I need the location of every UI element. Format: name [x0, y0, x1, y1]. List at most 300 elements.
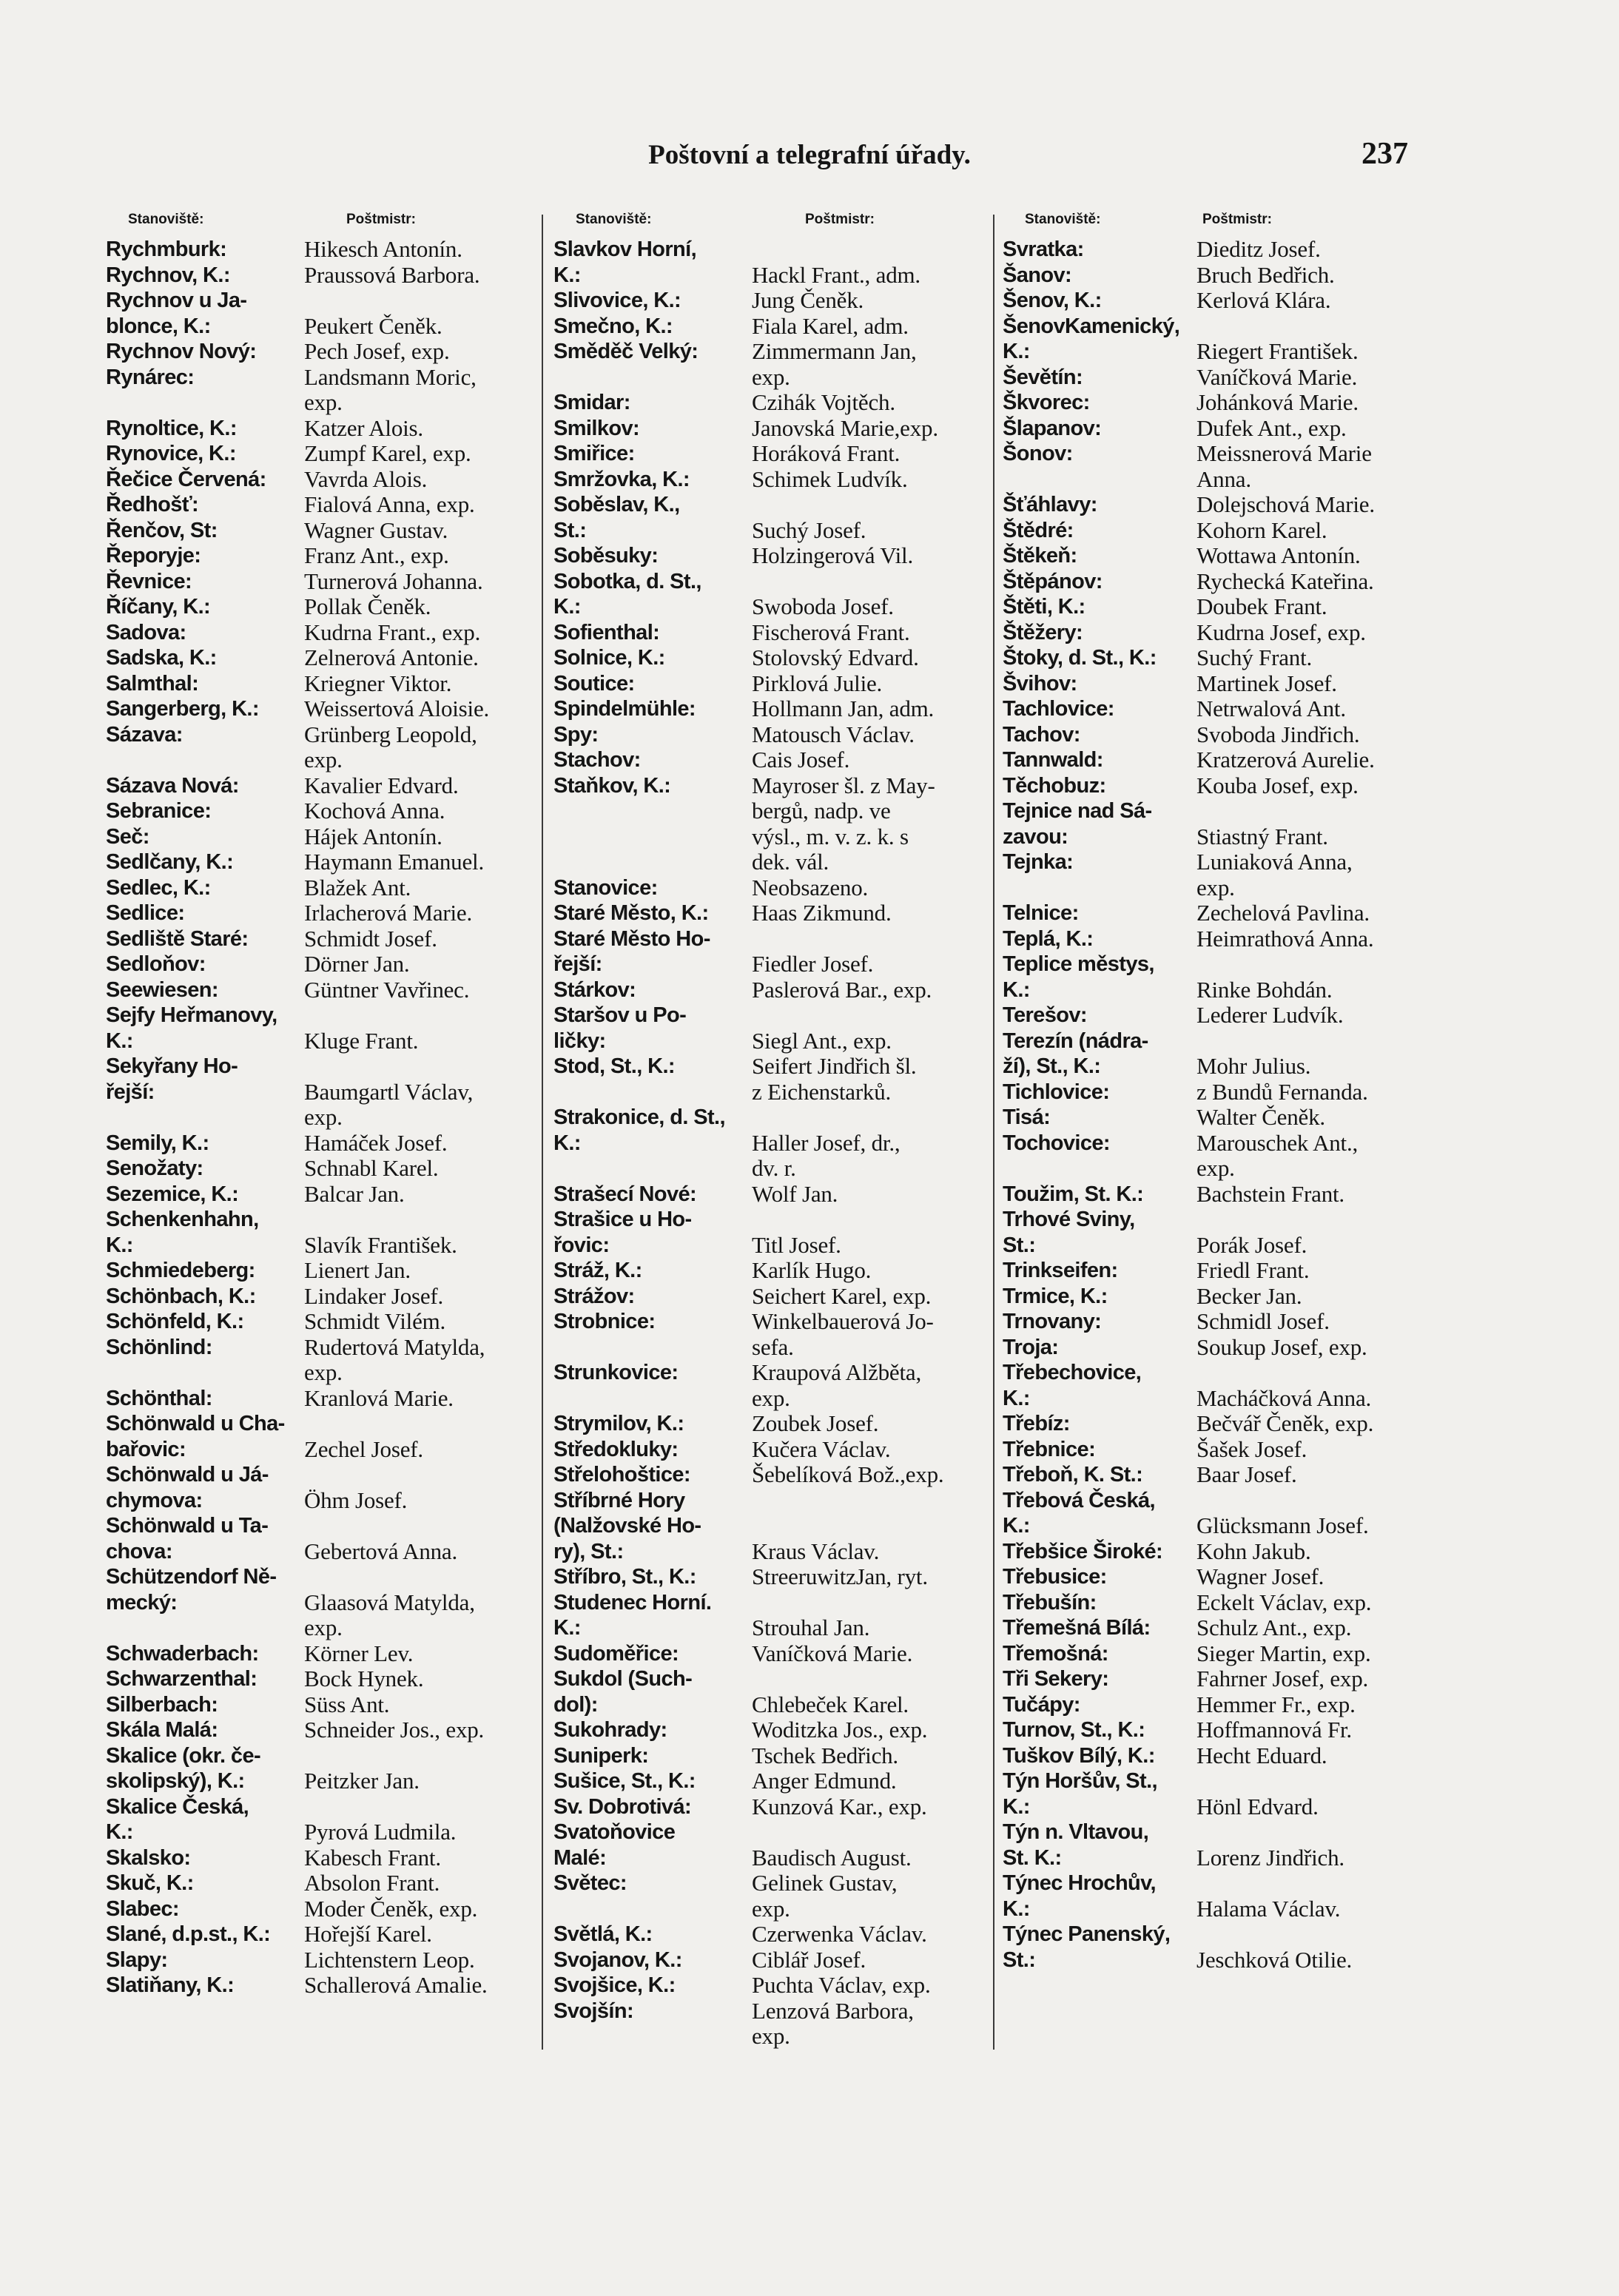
postmaster-name: Schmidt Josef. — [304, 925, 437, 952]
post-office-place: Šonov: — [1003, 442, 1073, 465]
directory-entry — [553, 747, 990, 773]
post-office-place: Staršov u Po- ličky: — [553, 1003, 687, 1053]
post-office-place: Svratka: — [1003, 238, 1084, 261]
directory-entry — [553, 1003, 990, 1054]
post-office-place: Soběslav, K., St.: — [553, 493, 680, 542]
page-number: 237 — [1361, 137, 1408, 171]
post-office-place: Týn Horšův, St., K.: — [1003, 1769, 1158, 1819]
directory-entry — [553, 1743, 990, 1769]
directory-entry — [553, 288, 990, 314]
directory-entry — [1003, 1131, 1447, 1182]
directory-entry — [1003, 747, 1447, 773]
post-office-place: Stanovice: — [553, 875, 658, 900]
directory-entry — [553, 467, 990, 493]
postmaster-name: Marouschek Ant., exp. — [1196, 1129, 1359, 1181]
directory-entry — [1003, 1922, 1447, 1973]
post-office-place: Šanov: — [1003, 263, 1072, 287]
directory-entry — [553, 1871, 990, 1922]
postmaster-name: Baudisch August. — [752, 1844, 912, 1871]
post-office-place: Rynoltice, K.: — [106, 416, 237, 440]
post-office-place: Šenov, K.: — [1003, 289, 1102, 312]
directory-column-2 — [553, 209, 990, 2073]
post-office-place: Smidar: — [553, 391, 630, 414]
directory-entry — [106, 1335, 539, 1386]
postmaster-name: Bachstein Frant. — [1196, 1180, 1344, 1207]
post-office-place: Třebová Česká, K.: — [1003, 1488, 1155, 1538]
postmaster-name: Fischerová Frant. — [752, 619, 910, 645]
postmaster-name: Schneider Jos., exp. — [304, 1717, 485, 1743]
post-office-place: Těchobuz: — [1003, 773, 1106, 798]
postmaster-name: Neobsazeno. — [752, 874, 869, 900]
postmaster-name: Kučera Václav. — [752, 1435, 891, 1462]
directory-entry — [553, 1717, 990, 1743]
post-office-place: Světec: — [553, 1871, 627, 1895]
post-office-place: Říčany, K.: — [106, 595, 211, 619]
directory-entry — [106, 263, 539, 289]
post-office-place: Týnec Hrochův, K.: — [1003, 1871, 1157, 1921]
directory-entry — [1003, 1360, 1447, 1411]
postmaster-name: Kabesch Frant. — [304, 1844, 441, 1871]
postmaster-name: Zimmermann Jan, exp. — [752, 338, 917, 390]
postmaster-name: Macháčková Anna. — [1196, 1384, 1372, 1411]
postmaster-name: Kratzerová Aurelie. — [1196, 747, 1375, 772]
directory-entry — [106, 1564, 539, 1641]
postmaster-name: Hoffmannová Fr. — [1196, 1717, 1352, 1743]
post-office-place: Slané, d.p.st., K.: — [106, 1922, 271, 1946]
post-office-place: Štěkeň: — [1003, 544, 1077, 568]
postmaster-name: Peitzker Jan. — [304, 1768, 420, 1794]
postmaster-name: Stolovský Edvard. — [752, 644, 919, 670]
directory-entry — [1003, 849, 1447, 900]
post-office-place: Sedlice: — [106, 901, 185, 925]
post-office-place: Strunkovice: — [553, 1361, 679, 1384]
directory-entry — [553, 1641, 990, 1667]
postmaster-name: Süss Ant. — [304, 1691, 390, 1717]
postmaster-name: Zoubek Josef. — [752, 1410, 879, 1436]
post-office-place: Sedloňov: — [106, 952, 206, 976]
postmaster-name: Fahrner Josef, exp. — [1196, 1666, 1369, 1691]
postmaster-name: Paslerová Bar., exp. — [752, 976, 932, 1003]
postmaster-name: Blažek Ant. — [304, 874, 411, 900]
postmaster-name: Franz Ant., exp. — [304, 542, 449, 568]
post-office-place: Seč: — [106, 824, 149, 849]
directory-entry — [553, 1437, 990, 1463]
post-office-place: Spindelmühle: — [553, 697, 696, 721]
directory-entry — [106, 467, 539, 493]
post-office-place: Rychnov, K.: — [106, 263, 230, 287]
directory-entry — [1003, 952, 1447, 1003]
directory-entry — [106, 849, 539, 875]
post-office-place: Suniperk: — [553, 1743, 649, 1768]
postmaster-name: Soukup Josef, exp. — [1196, 1333, 1367, 1360]
directory-entry — [1003, 900, 1447, 926]
postmaster-name: Bock Hynek. — [304, 1666, 424, 1691]
postmaster-name: Balcar Jan. — [304, 1180, 405, 1207]
postmaster-name: Doubek Frant. — [1196, 593, 1327, 619]
post-office-place: Sázava: — [106, 722, 183, 747]
post-office-place: Staré Město Ho- řejší: — [553, 926, 710, 976]
directory-entry — [1003, 1335, 1447, 1361]
postmaster-name: Luniaková Anna, exp. — [1196, 849, 1353, 900]
post-office-place: Toužim, St. K.: — [1003, 1182, 1144, 1206]
directory-entry — [106, 1462, 539, 1513]
post-office-place: Třebíz: — [1003, 1412, 1070, 1435]
post-office-place: Teplá, K.: — [1003, 926, 1094, 951]
post-office-place: Štěpánov: — [1003, 569, 1103, 593]
directory-entry — [553, 569, 990, 620]
post-office-place: Schönbach, K.: — [106, 1284, 256, 1308]
post-office-place: Sofienthal: — [553, 620, 660, 644]
directory-entry — [106, 1717, 539, 1743]
post-office-place: Štěti, K.: — [1003, 595, 1085, 619]
directory-entry — [1003, 1488, 1447, 1539]
post-office-place: Sv. Dobrotivá: — [553, 1794, 692, 1819]
entry-list — [1003, 237, 1447, 1973]
post-office-place: Svojšín: — [553, 1999, 633, 2023]
post-office-place: Rynovice, K.: — [106, 442, 236, 465]
post-office-place: Soběsuky: — [553, 544, 659, 568]
postmaster-name: Kohn Jakub. — [1196, 1538, 1311, 1564]
post-office-place: Štěžery: — [1003, 620, 1083, 644]
postmaster-name: Lindaker Josef. — [304, 1282, 444, 1309]
directory-entry — [1003, 1564, 1447, 1590]
directory-entry — [106, 1743, 539, 1794]
postmaster-name: Dolejschová Marie. — [1196, 491, 1375, 517]
column-divider — [542, 215, 543, 2050]
post-office-place: Stříbro, St., K.: — [553, 1565, 696, 1589]
postmaster-name: Schnabl Karel. — [304, 1155, 439, 1181]
post-office-place: Směděč Velký: — [553, 340, 699, 363]
directory-entry — [106, 926, 539, 952]
postmaster-name: Holzingerová Vil. — [752, 542, 914, 568]
post-office-place: Trinkseifen: — [1003, 1259, 1118, 1282]
post-office-place: Týnec Panenský, St.: — [1003, 1922, 1171, 1972]
directory-entry — [553, 1105, 990, 1182]
postmaster-name: Pollak Čeněk. — [304, 593, 431, 619]
postmaster-name: Wottawa Antonín. — [1196, 542, 1361, 568]
post-office-place: Tejnka: — [1003, 850, 1074, 874]
column-header-place: Stanoviště: — [1025, 212, 1101, 227]
postmaster-name: Wolf Jan. — [752, 1180, 838, 1207]
directory-entry — [553, 416, 990, 442]
post-office-place: Schmiedeberg: — [106, 1259, 255, 1282]
directory-entry — [1003, 620, 1447, 646]
directory-entry — [553, 1360, 990, 1411]
directory-entry — [553, 441, 990, 467]
directory-entry — [553, 900, 990, 926]
postmaster-name: Dufek Ant., exp. — [1196, 414, 1347, 441]
postmaster-name: Swoboda Josef. — [752, 593, 894, 619]
post-office-place: Tejnice nad Sá- zavou: — [1003, 799, 1152, 849]
post-office-place: Sukohrady: — [553, 1718, 667, 1742]
post-office-place: Sangerberg, K.: — [106, 697, 259, 721]
directory-entry — [1003, 1871, 1447, 1922]
directory-entry — [1003, 1539, 1447, 1565]
postmaster-name: Hönl Edvard. — [1196, 1793, 1319, 1819]
directory-entry — [553, 773, 990, 875]
directory-entry — [553, 314, 990, 340]
post-office-place: Třemešná Bílá: — [1003, 1616, 1151, 1640]
column-header-place: Stanoviště: — [576, 212, 652, 227]
postmaster-name: Vaníčková Marie. — [752, 1640, 913, 1666]
post-office-place: Soutice: — [553, 671, 635, 696]
postmaster-name: Woditzka Jos., exp. — [752, 1717, 928, 1743]
postmaster-name: Stiastný Frant. — [1196, 823, 1328, 849]
directory-entry — [106, 1896, 539, 1922]
directory-entry — [1003, 518, 1447, 544]
directory-entry — [1003, 416, 1447, 442]
postmaster-name: Haas Zikmund. — [752, 900, 892, 926]
directory-entry — [1003, 1080, 1447, 1105]
postmaster-name: Šašek Josef. — [1196, 1435, 1307, 1462]
directory-entry — [1003, 1003, 1447, 1029]
directory-entry — [106, 1641, 539, 1667]
directory-entry — [553, 543, 990, 569]
directory-entry — [1003, 926, 1447, 952]
post-office-place: Ševětín: — [1003, 365, 1083, 389]
column-header-place: Stanoviště: — [128, 212, 204, 227]
directory-entry — [106, 416, 539, 442]
directory-entry — [1003, 798, 1447, 849]
postmaster-name: StreeruwitzJan, ryt. — [752, 1563, 928, 1589]
post-office-place: Řeporyje: — [106, 544, 201, 568]
postmaster-name: Grünberg Leopold, exp. — [304, 721, 477, 772]
post-office-place: Skalice (okr. če- skolipský), K.: — [106, 1743, 261, 1793]
post-office-place: Rychnov u Ja- blonce, K.: — [106, 289, 247, 338]
post-office-place: Sudoměřice: — [553, 1641, 679, 1666]
directory-entry — [106, 1386, 539, 1412]
directory-entry — [106, 1156, 539, 1182]
directory-entry — [106, 1003, 539, 1054]
postmaster-name: Wagner Gustav. — [304, 516, 448, 543]
directory-entry — [553, 1590, 990, 1641]
directory-entry — [106, 1284, 539, 1310]
postmaster-name: Hořejší Karel. — [304, 1921, 432, 1947]
postmaster-name: Lienert Jan. — [304, 1257, 411, 1283]
post-office-place: Sedlčany, K.: — [106, 850, 234, 874]
directory-entry — [1003, 1437, 1447, 1463]
directory-entry — [553, 1794, 990, 1820]
post-office-place: Sadova: — [106, 620, 186, 644]
postmaster-name: Kraupová Alžběta, exp. — [752, 1359, 922, 1411]
post-office-place: Smržovka, K.: — [553, 467, 690, 491]
directory-entry — [106, 365, 539, 416]
directory-entry — [1003, 237, 1447, 263]
postmaster-name: Becker Jan. — [1196, 1282, 1302, 1309]
directory-entry — [553, 926, 990, 977]
directory-entry — [106, 824, 539, 850]
post-office-place: Sedliště Staré: — [106, 926, 249, 951]
postmaster-name: Šebelíková Bož.,exp. — [752, 1461, 944, 1487]
post-office-place: Tisá: — [1003, 1105, 1051, 1129]
post-office-place: Schönfeld, K.: — [106, 1310, 244, 1333]
directory-entry — [106, 671, 539, 697]
column-header-postmaster: Poštmistr: — [1202, 212, 1272, 227]
postmaster-name: Lorenz Jindřich. — [1196, 1844, 1344, 1871]
post-office-place: Telnice: — [1003, 901, 1079, 925]
directory-entry — [106, 1207, 539, 1258]
directory-entry — [106, 237, 539, 263]
post-office-place: Řevnice: — [106, 569, 192, 593]
post-office-place: Senožaty: — [106, 1157, 203, 1180]
directory-entry — [553, 237, 990, 288]
directory-entry — [1003, 1590, 1447, 1616]
directory-entry — [106, 1513, 539, 1564]
postmaster-name: Bečvář Čeněk, exp. — [1196, 1410, 1374, 1436]
postmaster-name: Svoboda Jindřich. — [1196, 721, 1360, 747]
directory-entry — [106, 1922, 539, 1947]
directory-entry — [1003, 1029, 1447, 1080]
postmaster-name: Bruch Bedřich. — [1196, 261, 1335, 288]
postmaster-name: Jung Čeněk. — [752, 287, 864, 313]
postmaster-name: Riegert František. — [1196, 338, 1359, 364]
postmaster-name: Gebertová Anna. — [304, 1538, 458, 1564]
directory-entry — [553, 1666, 990, 1717]
post-office-place: Tři Sekery: — [1003, 1667, 1109, 1691]
entry-list — [553, 237, 990, 2050]
post-office-place: Smečno, K.: — [553, 314, 673, 338]
entry-list — [106, 237, 539, 1999]
post-office-place: Terešov: — [1003, 1003, 1087, 1027]
post-office-place: Sejfy Heřmanovy, K.: — [106, 1003, 277, 1053]
directory-entry — [1003, 1411, 1447, 1437]
post-office-place: Trnovany: — [1003, 1310, 1102, 1333]
page-title: Poštovní a telegrafní úřady. — [648, 140, 971, 170]
post-office-place: Teplice městys, K.: — [1003, 952, 1154, 1002]
postmaster-name: Johánková Marie. — [1196, 389, 1359, 415]
post-office-place: Světlá, K.: — [553, 1922, 653, 1946]
post-office-place: Tuškov Bílý, K.: — [1003, 1743, 1155, 1768]
post-office-place: Schönlind: — [106, 1335, 212, 1359]
post-office-place: Sebranice: — [106, 799, 212, 823]
directory-entry — [1003, 390, 1447, 416]
post-office-place: Rychnov Nový: — [106, 340, 257, 363]
directory-entry — [106, 1054, 539, 1131]
post-office-place: Slabec: — [106, 1896, 179, 1921]
column-header — [553, 209, 990, 237]
post-office-place: Štědré: — [1003, 518, 1074, 542]
post-office-place: Šlapanov: — [1003, 416, 1102, 440]
postmaster-name: Schallerová Amalie. — [304, 1972, 488, 1998]
directory-entry — [553, 722, 990, 748]
directory-entry — [553, 1207, 990, 1258]
postmaster-name: Schimek Ludvík. — [752, 465, 908, 492]
post-office-place: Středokluky: — [553, 1437, 679, 1461]
post-office-place: Solnice, K.: — [553, 646, 665, 670]
post-office-place: Tachov: — [1003, 722, 1080, 747]
postmaster-name: Peukert Čeněk. — [304, 312, 442, 339]
post-office-place: Salmthal: — [106, 671, 199, 696]
postmaster-name: Dieditz Josef. — [1196, 236, 1321, 262]
post-office-place: Ředhošť: — [106, 493, 199, 516]
post-office-place: Staňkov, K.: — [553, 773, 671, 798]
postmaster-name: Cais Josef. — [752, 747, 850, 772]
directory-entry — [106, 441, 539, 467]
directory-entry — [106, 288, 539, 339]
directory-entry — [1003, 1641, 1447, 1667]
directory-entry — [1003, 671, 1447, 697]
post-office-place: Skalsko: — [106, 1845, 191, 1870]
post-office-place: Svojanov, K.: — [553, 1947, 682, 1972]
postmaster-name: Porák Josef. — [1196, 1231, 1307, 1258]
directory-entry — [553, 977, 990, 1003]
postmaster-name: Pech Josef, exp. — [304, 338, 450, 364]
post-office-place: Třebnice: — [1003, 1437, 1096, 1461]
directory-entry — [1003, 1717, 1447, 1743]
directory-entry — [106, 569, 539, 595]
post-office-place: Schwaderbach: — [106, 1641, 259, 1666]
postmaster-name: Turnerová Johanna. — [304, 568, 483, 594]
directory-entry — [1003, 1207, 1447, 1258]
directory-entry — [1003, 1819, 1447, 1871]
postmaster-name: Karlík Hugo. — [752, 1257, 872, 1283]
post-office-place: Schönthal: — [106, 1386, 212, 1410]
postmaster-name: Slavík František. — [304, 1231, 457, 1258]
post-office-place: Strobnice: — [553, 1310, 656, 1333]
directory-entry — [1003, 1105, 1447, 1131]
post-office-place: Třebušín: — [1003, 1590, 1097, 1615]
post-office-place: Spy: — [553, 722, 599, 747]
postmaster-name: Hecht Eduard. — [1196, 1742, 1327, 1768]
postmaster-name: Glaasová Matylda, exp. — [304, 1589, 475, 1640]
directory-entry — [553, 1462, 990, 1488]
post-office-place: Tachlovice: — [1003, 697, 1114, 721]
post-office-place: Tichlovice: — [1003, 1080, 1110, 1104]
postmaster-name: Kriegner Viktor. — [304, 670, 452, 696]
postmaster-name: Haller Josef, dr., dv. r. — [752, 1129, 901, 1181]
postmaster-name: Glücksmann Josef. — [1196, 1512, 1369, 1538]
postmaster-name: Vaníčková Marie. — [1196, 363, 1358, 390]
directory-entry — [553, 1973, 990, 1999]
post-office-place: Skalice Česká, K.: — [106, 1794, 249, 1844]
postmaster-name: Hamáček Josef. — [304, 1129, 448, 1156]
post-office-place: ŠenovKamenický, K.: — [1003, 314, 1180, 363]
postmaster-name: Mohr Julius. — [1196, 1053, 1311, 1079]
postmaster-name: Absolon Frant. — [304, 1870, 440, 1896]
postmaster-name: Rudertová Matylda, exp. — [304, 1333, 485, 1385]
postmaster-name: Chlebeček Karel. — [752, 1691, 909, 1717]
postmaster-name: Vavrda Alois. — [304, 465, 428, 492]
postmaster-name: Zumpf Karel, exp. — [304, 440, 471, 466]
directory-entry — [106, 875, 539, 901]
directory-entry — [106, 1692, 539, 1718]
postmaster-name: Strouhal Jan. — [752, 1615, 870, 1640]
column-header-postmaster: Poštmistr: — [805, 212, 875, 227]
directory-entry — [1003, 1284, 1447, 1310]
postmaster-name: Martinek Josef. — [1196, 670, 1337, 696]
directory-entry — [106, 977, 539, 1003]
post-office-place: Rynárec: — [106, 365, 195, 389]
postmaster-name: Tschek Bedřich. — [752, 1742, 898, 1768]
directory-entry — [1003, 645, 1447, 671]
postmaster-name: Rychecká Kateřina. — [1196, 568, 1374, 594]
directory-entry — [553, 696, 990, 722]
postmaster-name: Pyrová Ludmila. — [304, 1819, 457, 1845]
directory-entry — [106, 1411, 539, 1462]
postmaster-name: Kavalier Edvard. — [304, 772, 459, 798]
postmaster-name: Schmidt Vilém. — [304, 1308, 446, 1334]
postmaster-name: Landsmann Moric, exp. — [304, 363, 477, 415]
directory-entry — [106, 1871, 539, 1896]
post-office-place: Řenčov, St: — [106, 518, 218, 542]
directory-entry — [553, 390, 990, 416]
post-office-place: Štoky, d. St., K.: — [1003, 646, 1157, 670]
postmaster-name: Janovská Marie,exp. — [752, 414, 938, 441]
post-office-place: Sadska, K.: — [106, 646, 217, 670]
postmaster-name: Kudrna Frant., exp. — [304, 619, 481, 645]
postmaster-name: Körner Lev. — [304, 1640, 414, 1666]
postmaster-name: Fialová Anna, exp. — [304, 491, 475, 517]
